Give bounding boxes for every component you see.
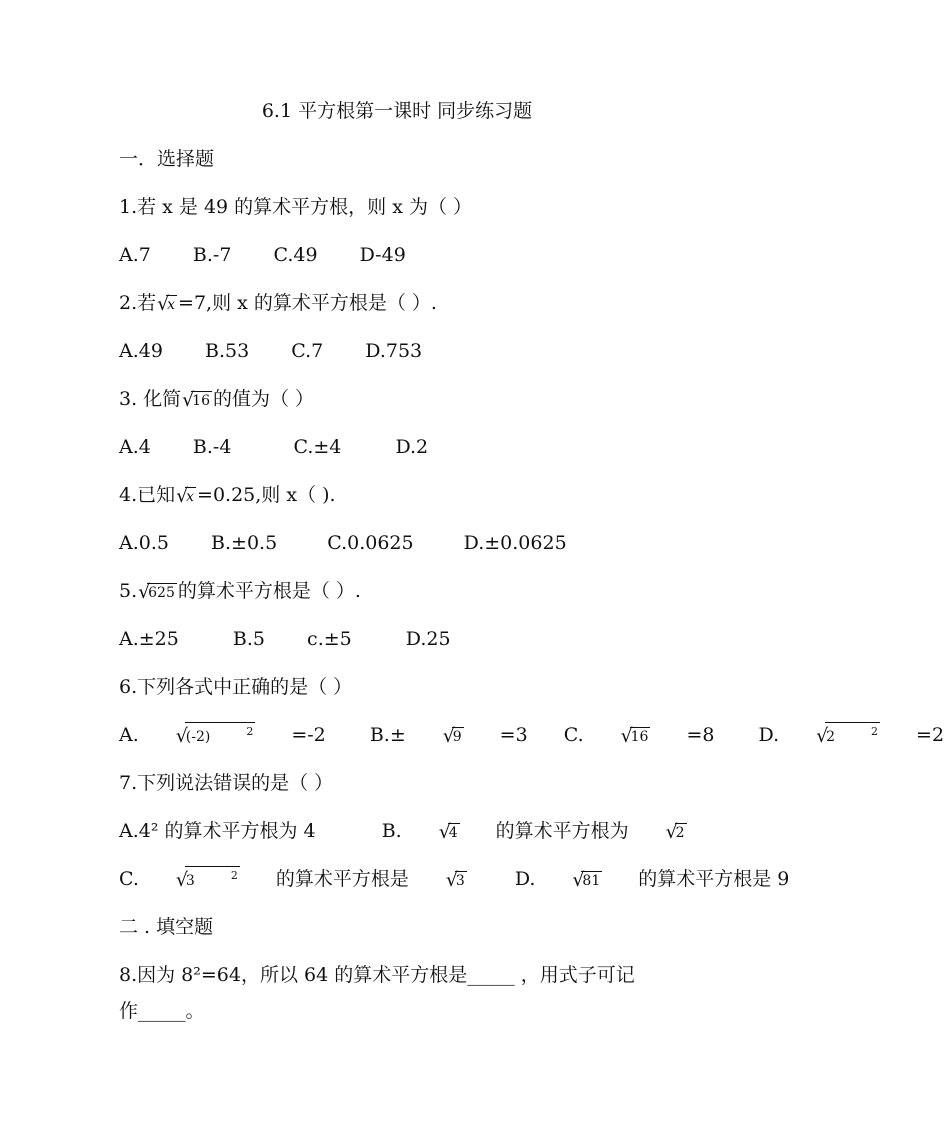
option-d: D.753 xyxy=(365,340,423,362)
option-c: C.0.0625 xyxy=(327,532,414,554)
question-1-options xyxy=(119,241,406,269)
question-3-options xyxy=(119,433,428,461)
question-8-line-1: 8.因为 8²=64，所以 64 的算术平方根是_____ ，用式子可记 xyxy=(119,964,635,986)
sqrt-9: √ 9 xyxy=(442,725,462,747)
option-b: B.5 xyxy=(232,628,265,650)
option-b: B.-7 xyxy=(192,244,232,266)
question-6-options xyxy=(119,721,944,749)
option-b: B.-4 xyxy=(192,436,232,458)
option-a: A.7 xyxy=(119,244,151,266)
option-d: D. √ 2 $^2$ =2 xyxy=(758,724,944,747)
option-a: A.4² 的算术平方根为 4 xyxy=(119,820,316,842)
option-d: D-49 xyxy=(359,244,406,266)
question-5: 5. √ 625 的算术平方根是（ ）. xyxy=(119,580,361,603)
option-b: B.± √ 9 =3 xyxy=(369,724,528,747)
sqrt-3-squared: √ 3 $^2$ xyxy=(176,866,240,890)
option-d: D.25 xyxy=(405,628,451,650)
option-c: C.±4 xyxy=(293,436,342,458)
option-c: C.49 xyxy=(273,244,318,266)
question-7-options-ab xyxy=(119,817,687,845)
option-a: A.4 xyxy=(119,436,151,458)
sqrt-neg2-squared: √ (-2) $^2$ xyxy=(176,722,256,746)
question-5-options xyxy=(119,625,451,653)
sqrt-81: √ 81 xyxy=(572,869,601,891)
question-2: 2.若 √ x =7,则 x 的算术平方根是（ ）. xyxy=(119,292,437,315)
option-b: B. √ 4 的算术平方根为 √ 2 xyxy=(381,820,685,843)
question-6: 6.下列各式中正确的是（ ） xyxy=(119,676,353,698)
sqrt-2-squared: √ 2 $^2$ xyxy=(816,722,880,746)
sqrt-4: √ 4 xyxy=(438,821,458,843)
question-4-options xyxy=(119,529,567,557)
question-2-options xyxy=(119,337,422,365)
option-a: A.49 xyxy=(119,340,163,362)
question-7-options-cd xyxy=(119,865,789,893)
question-8-line-2: 作_____。 xyxy=(119,1000,205,1022)
option-d: D.±0.0625 xyxy=(463,532,567,554)
option-d: D. √ 81 的算术平方根是 9 xyxy=(514,868,790,891)
section-heading-fill: 二 . 填空题 xyxy=(119,916,214,938)
sqrt-16: √ 16 xyxy=(620,725,649,747)
option-a: A.±25 xyxy=(119,628,179,650)
page-title: 6.1 平方根第一课时 同步练习题 xyxy=(261,100,533,122)
option-b: B.53 xyxy=(204,340,250,362)
option-b: B.±0.5 xyxy=(211,532,278,554)
question-1: 1.若 x 是 49 的算术平方根，则 x 为（ ） xyxy=(119,196,473,218)
option-d: D.2 xyxy=(395,436,429,458)
option-a: A.0.5 xyxy=(119,532,169,554)
sqrt-3: √ 3 xyxy=(445,869,465,891)
option-c: C.7 xyxy=(291,340,324,362)
sqrt-625: √ 625 xyxy=(138,581,175,603)
sqrt-x: √ x xyxy=(176,485,195,507)
section-heading-choice: 一．选择题 xyxy=(119,148,215,170)
sqrt-x: √ x xyxy=(157,293,176,315)
question-7: 7.下列说法错误的是（ ） xyxy=(119,772,334,794)
option-c: C. √ 16 =8 xyxy=(563,724,715,747)
question-3: 3. 化简 √ 16 的值为（ ） xyxy=(119,388,315,411)
option-c: c.±5 xyxy=(307,628,352,650)
option-c: C. √ 3 $^2$ 的算术平方根是 √ 3 xyxy=(119,868,465,891)
sqrt-16: √ 16 xyxy=(182,389,210,411)
question-4: 4.已知 √ x =0.25,则 x（ ). xyxy=(119,484,336,507)
sqrt-2: √ 2 xyxy=(665,821,685,843)
option-a: A. √ (-2) $^2$ =-2 xyxy=(119,724,326,747)
